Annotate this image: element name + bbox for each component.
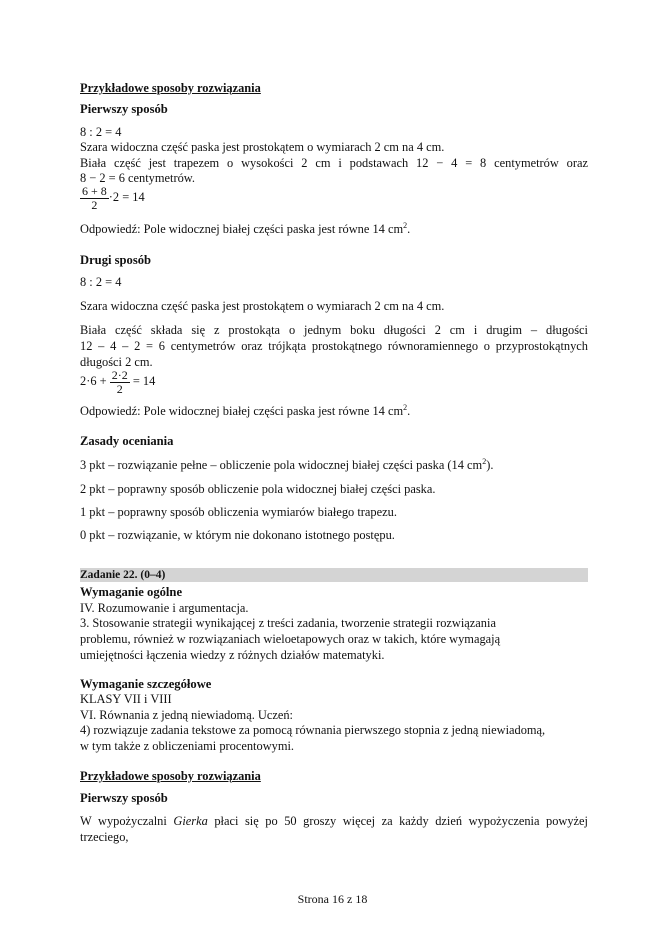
page-footer: Strona 16 z 18	[297, 892, 368, 906]
way1-line: Biała część jest trapezem o wysokości 2 cm i podstawach 12 − 4 = 8 centymetrów oraz	[80, 156, 588, 170]
fraction-denominator: 2	[116, 381, 123, 396]
formula-rest: ·2 = 14	[108, 189, 145, 204]
rule-item: 1 pkt – poprawny sposób obliczenia wymiarów białego trapezu.	[80, 505, 397, 519]
shop-name: Gierka	[173, 814, 208, 828]
requirement-line: VI. Równania z jedną niewiadomą. Uczeń:	[80, 708, 293, 722]
rule-end: ).	[486, 458, 494, 473]
rule-item	[80, 457, 493, 473]
rule-item: 0 pkt – rozwiązanie, w którym nie dokonano istotnego postępu.	[80, 528, 395, 542]
way2-line: 8 : 2 = 4	[80, 275, 122, 289]
way2-formula	[80, 369, 155, 395]
general-requirement-title: Wymaganie ogólne	[80, 585, 183, 599]
requirement-line: 3. Stosowanie strategii wynikającej z treści zadania, tworzenie strategii rozwiązania	[80, 616, 496, 630]
task-header-bar	[80, 568, 588, 582]
way1-formula	[80, 185, 145, 211]
detailed-requirement-title: Wymaganie szczegółowe	[80, 677, 212, 691]
way2-title: Drugi sposób	[80, 253, 152, 267]
section-heading: Przykładowe sposoby rozwiązania	[80, 81, 261, 95]
requirement-line: umiejętności łączenia wiedzy z różnych działów matematyki.	[80, 648, 385, 662]
way1-line: 8 − 2 = 6 centymetrów.	[80, 171, 196, 185]
formula-pre: 2·6 +	[80, 373, 107, 388]
requirement-line: problemu, również w rozwiązaniach wieloetapowych oraz w takich, które wymagają	[80, 632, 501, 646]
way1-title: Pierwszy sposób	[80, 791, 168, 805]
way1-answer	[80, 221, 410, 237]
formula-rest: = 14	[132, 373, 156, 388]
answer-end: .	[407, 222, 411, 237]
way2-line: Biała część składa się z prostokąta o jednym boku długości 2 cm i drugim – długości	[80, 323, 588, 337]
fraction-denominator: 2	[91, 197, 98, 212]
paragraph-text: W wypożyczalni	[80, 814, 174, 828]
fraction-numerator: 6 + 8	[82, 184, 107, 198]
answer-text: Odpowiedź: Pole widocznej białej części paska jest równe 14 cm	[80, 222, 404, 237]
answer-end: .	[407, 404, 411, 419]
way2-answer	[80, 403, 410, 419]
way2-line: 12 – 4 – 2 = 6 centymetrów oraz trójkąta prostokątnego równoramiennego o przyprostokątnych	[80, 339, 588, 353]
paragraph-line: trzeciego,	[80, 830, 129, 844]
rule-sup: 2	[482, 457, 487, 466]
rule-item: 2 pkt – poprawny sposób obliczenie pola widocznej białej części paska.	[80, 482, 436, 496]
answer-text: Odpowiedź: Pole widocznej białej części paska jest równe 14 cm	[80, 404, 404, 419]
rule-text: 3 pkt – rozwiązanie pełne – obliczenie pola widocznej białej części paska (14 cm	[80, 458, 483, 473]
fraction	[110, 369, 130, 395]
task-label: Zadanie 22. (0–4)	[80, 569, 166, 581]
answer-sup: 2	[403, 403, 408, 412]
way1-title: Pierwszy sposób	[80, 102, 168, 116]
answer-sup: 2	[403, 221, 408, 230]
rules-title: Zasady oceniania	[80, 434, 174, 448]
paragraph-line	[80, 813, 588, 829]
way2-line: długości 2 cm.	[80, 355, 153, 369]
way2-line: Szara widoczna część paska jest prostokątem o wymiarach 2 cm na 4 cm.	[80, 299, 445, 313]
way1-line: Szara widoczna część paska jest prostokątem o wymiarach 2 cm na 4 cm.	[80, 140, 445, 154]
fraction-numerator: 2·2	[111, 368, 128, 382]
requirement-line: IV. Rozumowanie i argumentacja.	[80, 601, 249, 615]
requirement-line: w tym także z obliczeniami procentowymi.	[80, 739, 295, 753]
fraction	[80, 185, 109, 211]
requirement-line: KLASY VII i VIII	[80, 692, 172, 706]
way1-line: 8 : 2 = 4	[80, 125, 122, 139]
paragraph-text: płaci się po 50 groszy więcej za każdy dzień wypożyczenia powyżej	[207, 814, 588, 828]
requirement-line: 4) rozwiązuje zadania tekstowe za pomocą równania pierwszego stopnia z jedną niewiadomą,	[80, 723, 546, 737]
section-heading: Przykładowe sposoby rozwiązania	[80, 769, 261, 783]
